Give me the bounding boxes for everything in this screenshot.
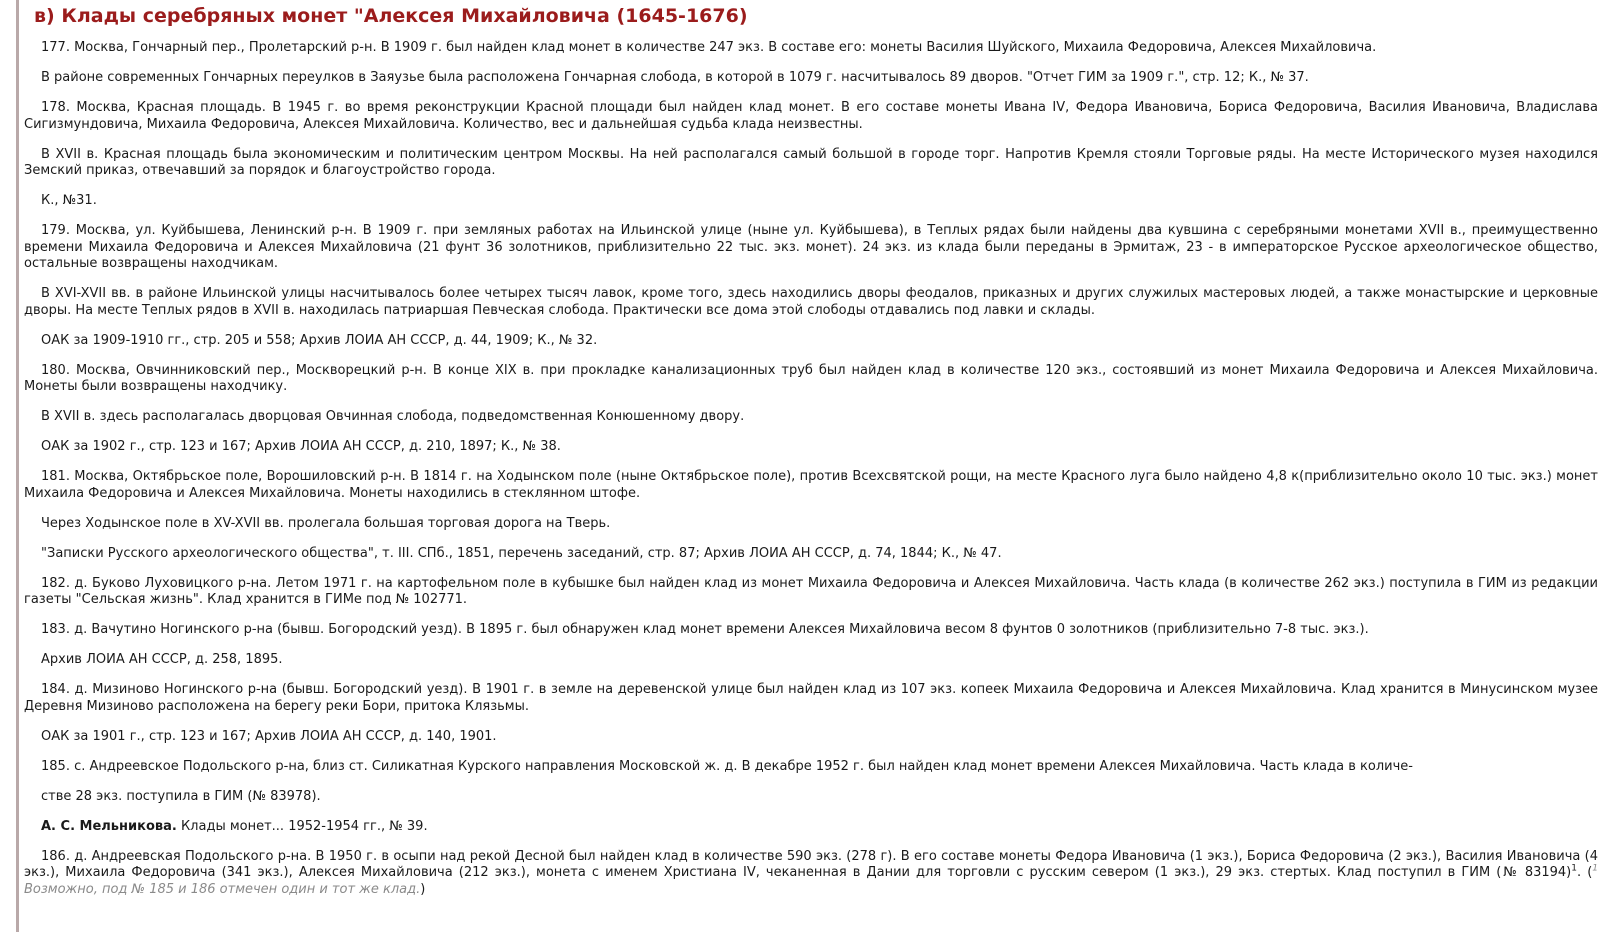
footnote-note-marker: 1 [1592,863,1599,874]
ref-author: А. С. Мельникова. [41,818,177,834]
paragraph-181-note: Через Ходынское поле в XV-XVII вв. пролегала большая торговая дорога на Тверь. [41,515,611,531]
paragraph-179: 179. Москва, ул. Куйбышева, Ленинский р-н. В 1909 г. при земляных работах на Ильинской улице (ныне ул. Куйбышева), в Теплых рядах были найдены два кувшина с серебряными монетами XVII в., преимущественно времени Михаила Федоровича и Алексея Михайловича (21 фунт 36 золотников, приблизительно 22 тыс. экз. монет). 24 экз. из клада были переданы в Эрмитаж, 23 - в императорское Русское археологическое общество, остальные возвращены находчикам. [24,223,1598,271]
paragraph-185-ref [24,819,1600,836]
paragraph-177: 177. Москва, Гончарный пер., Пролетарский р-н. В 1909 г. был найден клад монет в количестве 247 экз. В составе его: монеты Василия Шуйского, Михаила Федоровича, Алексея Михайловича. [41,40,1377,55]
paragraph-186-text: 186. д. Андреевская Подольского р-на. В 1950 г. в осыпи над рекой Десной был найден клад в количестве 590 экз. (278 г). В его составе монеты Федора Ивановича (1 экз.), Бориса Федоровича (2 экз.), Василия Ивановича (4 экз.), Михаила Федоровича (341 экз.), Алексея Михайловича (212 экз.), монета с именем Христиана IV, чеканенная в Дании для торговли с русским севером (1 экз.), 29 экз. стертых. Клад поступил в ГИМ (№ 83194) [24,848,1598,880]
paragraph-183: 183. д. Вачутино Ногинского р-на (бывш. Богородский уезд). В 1895 г. был обнаружен клад монет времени Алексея Михайловича весом 8 фунтов 0 золотников (приблизительно 7-8 тыс. экз.). [41,622,1369,637]
paragraph-181-ref: "Записки Русского археологического общества", т. III. СПб., 1851, перечень заседаний, стр. 87; Архив ЛОИА АН СССР, д. 74, 1844; К., № 47. [41,545,1002,561]
paragraph-182: 182. д. Буково Луховицкого р-на. Летом 1971 г. на картофельном поле в кубышке был найден клад из монет Михаила Федоровича и Алексея Михайловича. Часть клада (в количестве 262 экз.) поступила в ГИМ из редакции газеты "Сельская жизнь". Клад хранится в ГИМе под № 102771. [24,575,1598,607]
paragraph-180-ref: ОАК за 1902 г., стр. 123 и 167; Архив ЛОИА АН СССР, д. 210, 1897; К., № 38. [41,439,561,454]
paragraph-180-note: В XVII в. здесь располагалась дворцовая Овчинная слобода, подведомственная Конюшенному двору. [41,409,745,424]
paragraph-179-ref: ОАК за 1909-1910 гг., стр. 205 и 558; Архив ЛОИА АН СССР, д. 44, 1909; К., № 32. [41,332,598,348]
document-content [24,0,1600,898]
left-border-rule [16,0,19,932]
paragraph-184: 184. д. Мизиново Ногинского р-на (бывш. Богородский уезд). В 1901 г. в земле на деревенской улице был найден клад из 107 экз. копеек Михаила Федоровича и Алексея Михайловича. Клад хранится в Минусинском музее Деревня Мизиново расположена на берегу реки Бори, притока Клязьмы. [24,682,1598,714]
paragraph-184-ref: ОАК за 1901 г., стр. 123 и 167; Архив ЛОИА АН СССР, д. 140, 1901. [41,728,497,744]
paragraph-186 [24,849,1600,899]
paragraph-180: 180. Москва, Овчинниковский пер., Москворецкий р-н. В конце XIX в. при прокладке канализационных труб был найден клад в количестве 120 экз., состоявший из монет Михаила Федоровича и Алексея Михайловича. Монеты были возвращены находчику. [24,362,1598,394]
paragraph-186-close: ) [420,881,426,897]
paragraph-181: 181. Москва, Октябрьское поле, Ворошиловский р-н. В 1814 г. на Ходынском поле (ныне Октябрьское поле), против Всехсвятской рощи, на месте Красного луга было найдено 4,8 к(приблизительно около 10 тыс. экз.) монет Михаила Федоровича и Алексея Михайловича. Монеты находились в стеклянном штофе. [24,469,1598,501]
section-heading: в) Клады серебряных монет "Алексея Михайловича (1645-1676) [34,5,748,27]
paragraph-178-ref: К., №31. [41,193,97,208]
paragraph-177-note: В районе современных Гончарных переулков в Заяузье была расположена Гончарная слобода, в которой в 1079 г. насчитывалось 89 дворов. "Отчет ГИМ за 1909 г.", стр. 12; К., № 37. [41,70,1309,85]
footnote-marker: 1 [1571,863,1577,874]
paragraph-186-open: . ( [1577,865,1593,880]
paragraph-183-ref: Архив ЛОИА АН СССР, д. 258, 1895. [41,652,283,667]
paragraph-178-note: В XVII в. Красная площадь была экономическим и политическим центром Москвы. На ней располагался самый большой в городе торг. Напротив Кремля стояли Торговые ряды. На месте Исторического музея находился Земский приказ, отвечавший за порядок и благоустройство города. [24,146,1598,178]
footnote-note-text: Возможно, под № 185 и 186 отмечен один и тот же клад. [24,881,421,897]
paragraph-185: 185. с. Андреевское Подольского р-на, близ ст. Силикатная Курского направления Московской ж. д. В декабре 1952 г. был найден клад монет времени Алексея Михайловича. Часть клада в количе- [41,758,1413,774]
paragraph-178: 178. Москва, Красная площадь. В 1945 г. во время реконструкции Красной площади был найден клад монет. В его составе монеты Ивана IV, Федора Ивановича, Бориса Федоровича, Василия Ивановича, Владислава Сигизмундовича, Михаила Федоровича, Алексея Михайловича. Количество, вес и дальнейшая судьба клада неизвестны. [24,100,1598,132]
ref-title: Клады монет... 1952-1954 гг., № 39. [176,818,428,834]
paragraph-185-continued: стве 28 экз. поступила в ГИМ (№ 83978). [41,788,321,804]
paragraph-179-note: В XVI-XVII вв. в районе Ильинской улицы насчитывалось более четырех тысяч лавок, кроме того, здесь находились дворы феодалов, приказных и других служилых мастеровых людей, а также монастырские и церковные дворы. На месте Теплых рядов в XVII в. находилась патриаршая Певческая слобода. Практически все дома этой слободы отдавались под лавки и склады. [24,286,1598,318]
